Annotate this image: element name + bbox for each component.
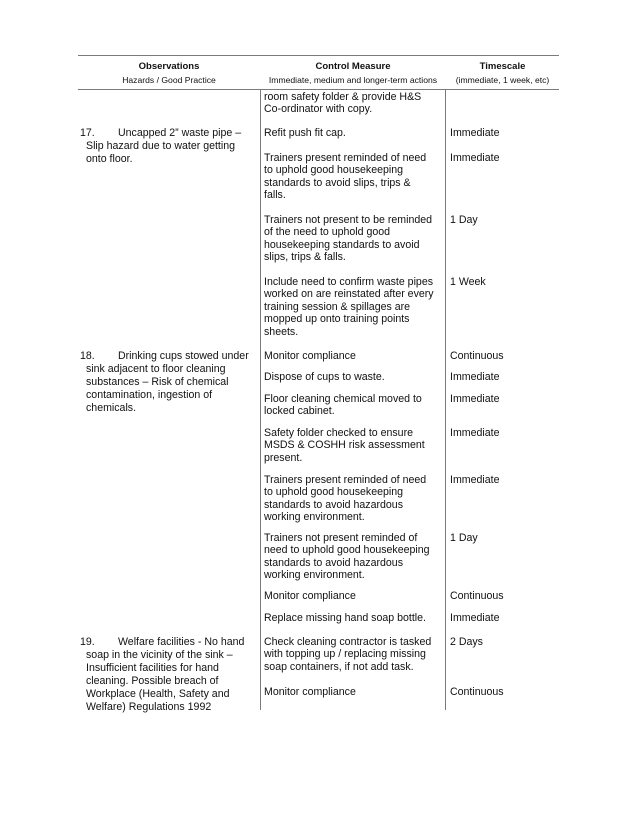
observation-17 [80, 127, 258, 166]
observation-number: 19. [80, 636, 95, 648]
header-bottom-rule [78, 89, 559, 90]
timescale-17-1: Immediate [450, 127, 500, 139]
observation-number: 17. [80, 127, 95, 139]
control-18-3: Floor cleaning chemical moved to locked cabinet. [264, 393, 422, 418]
control-18-4: Safety folder checked to ensure MSDS & COSHH risk assessment present. [264, 427, 425, 464]
control-continuation: room safety folder & provide H&S Co-ordinator with copy. [264, 91, 422, 116]
timescale-17-4: 1 Week [450, 276, 486, 288]
observation-text-first: Welfare facilities - No hand [118, 636, 245, 648]
control-18-1: Monitor compliance [264, 350, 356, 362]
timescale-19-1: 2 Days [450, 636, 483, 648]
observation-text-first: Uncapped 2” waste pipe – [118, 127, 242, 139]
header-observations-subtitle: Hazards / Good Practice [122, 75, 216, 85]
control-18-7: Monitor compliance [264, 590, 356, 602]
control-19-2: Monitor compliance [264, 686, 356, 698]
observation-text-rest: Slip hazard due to water getting onto floor. [86, 140, 235, 166]
control-17-2: Trainers present reminded of need to uphold good housekeeping standards to avoid slips, trips & falls. [264, 152, 427, 202]
column-divider-1 [260, 89, 261, 710]
timescale-18-6: 1 Day [450, 532, 478, 544]
observation-text-rest: soap in the vicinity of the sink – Insufficient facilities for hand cleaning. Possible breach of Workplace (Health, Safety and Welfare) Regulations 1992 [86, 649, 233, 714]
timescale-18-1: Continuous [450, 350, 504, 362]
observation-18 [80, 350, 258, 415]
control-18-5: Trainers present reminded of need to uphold good housekeeping standards to avoid hazardous working environment. [264, 474, 427, 524]
control-17-1: Refit push fit cap. [264, 127, 346, 139]
control-19-1: Check cleaning contractor is tasked with topping up / replacing missing soap containers, if not add task. [264, 636, 432, 673]
header-timescale-title: Timescale [479, 61, 526, 72]
timescale-18-7: Continuous [450, 590, 504, 602]
header-observations-title: Observations [138, 61, 200, 72]
table-top-rule [78, 55, 559, 56]
control-17-3: Trainers not present to be reminded of the need to uphold good housekeeping standards to avoid slips, trips & falls. [264, 214, 433, 264]
timescale-18-3: Immediate [450, 393, 500, 405]
control-17-4: Include need to confirm waste pipes worked on are reinstated after every training session & spillages are mopped up onto training points sheets. [264, 276, 434, 338]
timescale-17-2: Immediate [450, 152, 500, 164]
header-control-subtitle: Immediate, medium and longer-term actions [268, 75, 438, 85]
timescale-19-2: Continuous [450, 686, 504, 698]
timescale-17-3: 1 Day [450, 214, 478, 226]
timescale-18-2: Immediate [450, 371, 500, 383]
observation-19 [80, 636, 258, 715]
header-timescale-subtitle: (immediate, 1 week, etc) [455, 75, 550, 85]
control-18-2: Dispose of cups to waste. [264, 371, 385, 383]
observation-number: 18. [80, 350, 95, 362]
control-18-8: Replace missing hand soap bottle. [264, 612, 426, 624]
control-18-6: Trainers not present reminded of need to uphold good housekeeping standards to avoid hazardous working environment. [264, 532, 430, 582]
column-divider-2 [445, 89, 446, 710]
timescale-18-8: Immediate [450, 612, 500, 624]
observation-text-first: Drinking cups stowed under [118, 350, 249, 362]
header-control-title: Control Measure [315, 61, 391, 72]
timescale-18-5: Immediate [450, 474, 500, 486]
timescale-18-4: Immediate [450, 427, 500, 439]
observation-text-rest: sink adjacent to floor cleaning substances – Risk of chemical contamination, ingestion of chemicals. [86, 363, 229, 415]
